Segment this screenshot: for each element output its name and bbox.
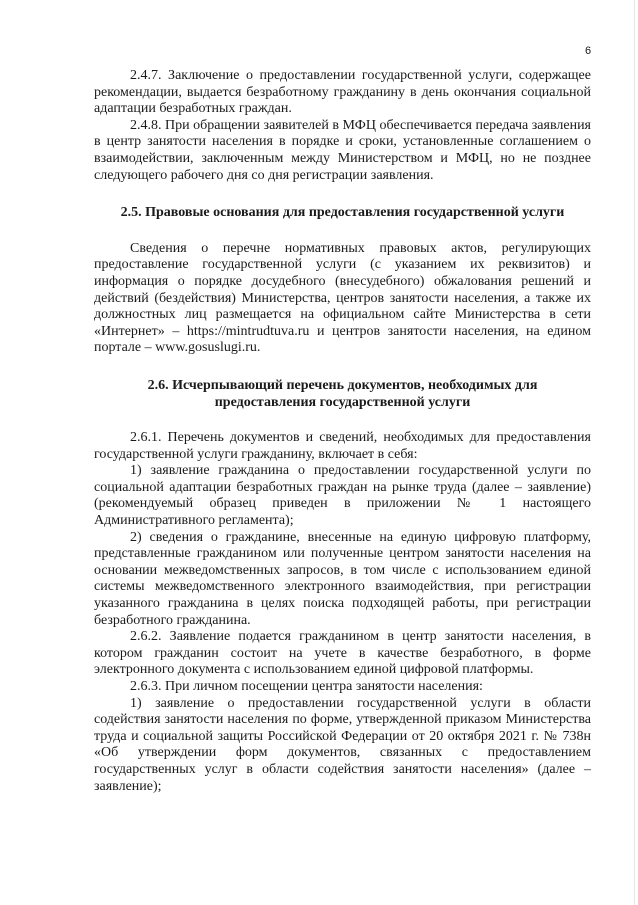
list-item-application: 1) заявление гражданина о предоставлении государственной услуги по социальной адаптации безработных граждан на рынке труда (далее – заявление) (рекомендуемый образец приведен в приложении № 1 настоящего Административного регламента); xyxy=(94,463,591,529)
paragraph-2-6-1: 2.6.1. Перечень документов и сведений, необходимых для предоставления государственной услуги гражданину, включает в себя: xyxy=(94,430,591,462)
section-heading-2-6: 2.6. Исчерпывающий перечень документов, необходимых для предоставления государственной услуги xyxy=(147,377,538,410)
page-edge-line xyxy=(634,0,635,905)
paragraph-2-4-8: 2.4.8. При обращении заявителей в МФЦ обеспечивается передача заявления в центр занятости населения в порядке и сроки, установленные соглашением о взаимодействии, заключенным между Министерством и МФЦ, но не позднее следующего рабочего дня со дня регистрации заявления. xyxy=(94,117,591,183)
paragraph-2-6-2: 2.6.2. Заявление подается гражданином в центр занятости населения, в котором гражданин состоит на учете в качестве безработного, в форме электронного документа с использованием единой цифровой платформы. xyxy=(94,629,591,678)
document-body xyxy=(94,68,591,795)
page-number: 6 xyxy=(585,45,592,57)
paragraph-2-6-3: 2.6.3. При личном посещении центра занятости населения: xyxy=(130,679,483,694)
paragraph-2-4-7: 2.4.7. Заключение о предоставлении государственной услуги, содержащее рекомендации, выдается безработному гражданину в день окончания социальной адаптации безработных граждан. xyxy=(94,68,591,117)
paragraph-2-5-legal-basis: Сведения о перечне нормативных правовых актов, регулирующих предоставление государственной услуги (с указанием их реквизитов) и информация о порядке досудебного (внесудебного) обжалования решений и действий (бездействия) Министерства, центров занятости населения, а также их должностных лиц размещается на официальном сайте Министерства в сети «Интернет» – https://mintrudtuva.ru и центров занятости населения, на едином портале – www.gosuslugi.ru. xyxy=(94,240,591,356)
section-heading-2-5: 2.5. Правовые основания для предоставления государственной услуги xyxy=(120,205,565,221)
list-item-citizen-info: 2) сведения о гражданине, внесенные на единую цифровую платформу, представленные гражданином или полученные центром занятости населения на основании межведомственных запросов, в том числе с использованием единой системы межведомственного электронного взаимодействия, при регистрации указанного гражданина в целях поиска подходящей работы, при регистрации безработного гражданина. xyxy=(94,529,591,628)
list-item-application-form: 1) заявление о предоставлении государственной услуги в области содействия занятости населения по форме, утвержденной приказом Министерства труда и социальной защиты Российской Федерации от 20 октября 2021 г. № 738н «Об утверждении форм документов, связанных с предоставлением государственных услуг в области содействия занятости населения» (далее – заявление); xyxy=(94,695,591,794)
